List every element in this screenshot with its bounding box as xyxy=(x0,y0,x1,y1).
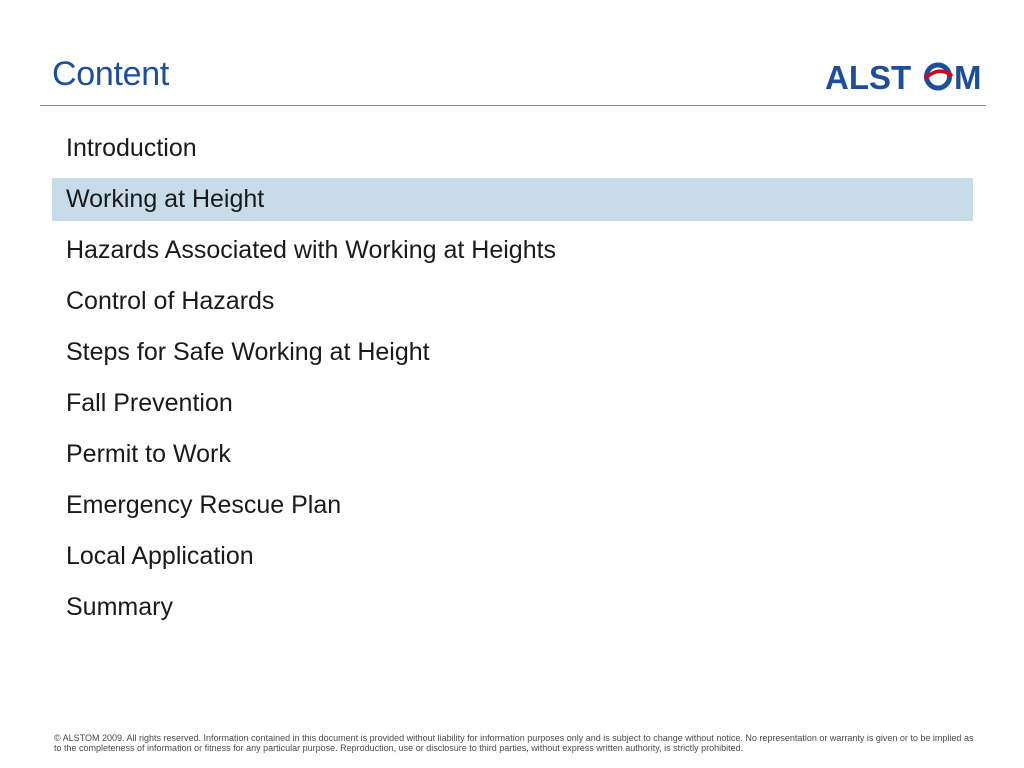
agenda-item: Permit to Work xyxy=(66,440,231,468)
page-title: Content xyxy=(52,55,169,93)
copyright-footer: © ALSTOM 2009. All rights reserved. Information contained in this document is provided without liability for information purposes only and is subject to change without notice. No representation or warranty is given or to be implied as to the completeness of information or fitness for any particular purpose. Reproduction, use or disclosure to third parties, without express written authority, is strictly prohibited. xyxy=(54,733,974,753)
logo-text-suffix: M xyxy=(954,59,982,94)
agenda-item: Introduction xyxy=(66,134,197,162)
agenda-item: Hazards Associated with Working at Heights xyxy=(66,236,557,264)
agenda-item: Emergency Rescue Plan xyxy=(66,491,342,519)
agenda-list xyxy=(52,127,973,637)
agenda-item: Fall Prevention xyxy=(66,389,233,417)
agenda-item-active: Working at Height xyxy=(52,178,973,221)
agenda-item: Control of Hazards xyxy=(66,287,275,315)
agenda-item: Summary xyxy=(66,593,173,621)
agenda-item: Local Application xyxy=(66,542,254,570)
alstom-logo xyxy=(825,58,987,94)
title-divider xyxy=(40,105,986,106)
agenda-item: Steps for Safe Working at Height xyxy=(66,338,430,366)
alstom-o-ring-icon xyxy=(926,65,951,88)
logo-text-prefix: ALST xyxy=(825,59,912,94)
